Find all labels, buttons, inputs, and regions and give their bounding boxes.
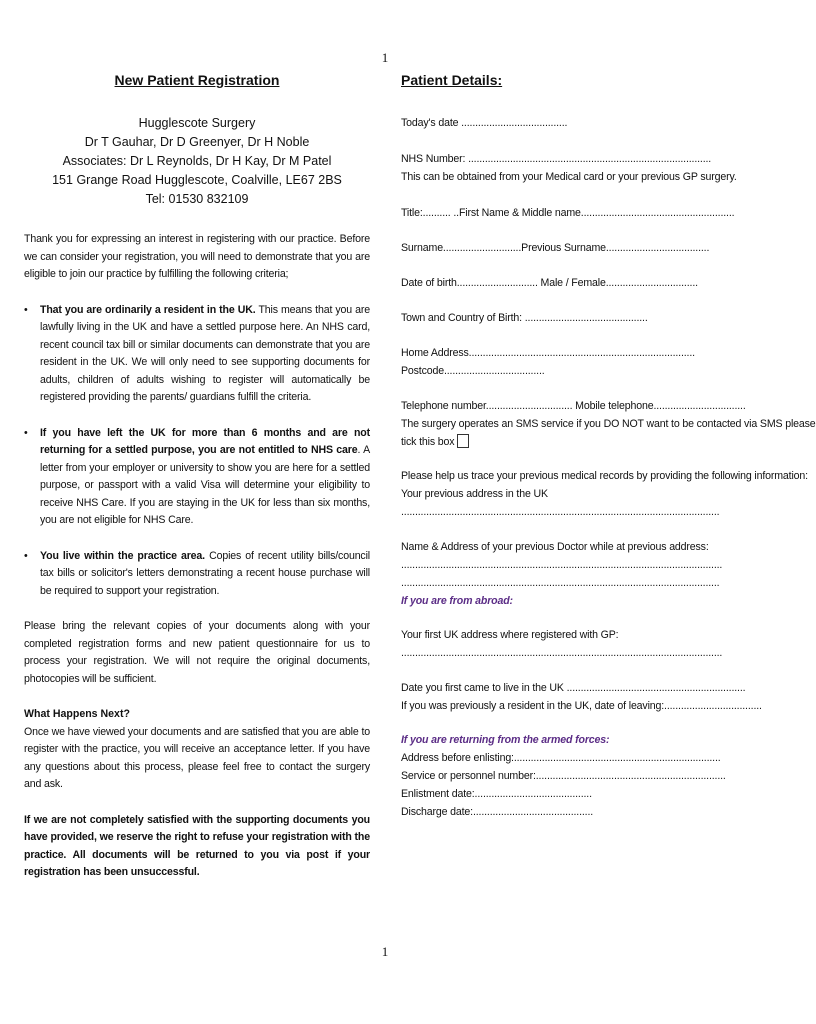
associates-line: Associates: Dr L Reynolds, Dr H Kay, Dr M Patel bbox=[62, 154, 332, 168]
what-happens-next-text: Once we have viewed your documents and are satisfied that you are able to register with the practice, you will receive an acceptance letter. If you have any questions about this process, please feel free to contact the surgery and ask. bbox=[24, 725, 370, 790]
right-column bbox=[401, 72, 816, 821]
registration-title: New Patient Registration bbox=[114, 72, 280, 88]
telephone-field[interactable]: Telephone number............................... Mobile telephone................................. bbox=[401, 400, 746, 412]
nhs-number-field[interactable]: NHS Number: ....................................................................................... bbox=[401, 153, 712, 165]
bring-documents-paragraph: Please bring the relevant copies of your documents along with your completed registration forms and new patient questionnaire for us to process your registration. We will not require the original documents, photocopies will be sufficient. bbox=[24, 620, 370, 685]
what-happens-next-heading: What Happens Next? bbox=[24, 708, 130, 720]
dob-gender-field[interactable]: Date of birth............................. Male / Female................................. bbox=[401, 277, 698, 289]
previous-address-field[interactable]: .................................................................................................................. bbox=[401, 506, 720, 518]
criteria-left-uk-text: . A letter from your employer or university to show you are here for a settled purpose, or passport with a valid Visa will determine your eligibility to receive NHS Care. If you are staying in the UK for less than six months, you are not eligible for NHS Care. bbox=[40, 444, 370, 526]
refusal-warning: If we are not completely satisfied with the supporting documents you have provided, we reserve the right to refuse your registration with the practice. All documents will be returned to you via post if your registration has been unsuccessful. bbox=[24, 813, 370, 878]
trace-records-intro: Please help us trace your previous medical records by providing the following information: bbox=[401, 470, 808, 482]
criteria-practice-area-text: Copies of recent utility bills/council tax bills or solicitor's letters demonstrating a recent house purchase will be required to support your registration. bbox=[40, 549, 370, 597]
surgery-address: 151 Grange Road Hugglescote, Coalville, LE67 2BS bbox=[52, 173, 342, 187]
patient-details-title: Patient Details: bbox=[401, 72, 503, 88]
previous-doctor-label: Name & Address of your previous Doctor while at previous address: bbox=[401, 541, 709, 553]
criteria-resident-bold: That you are ordinarily a resident in the UK. bbox=[40, 303, 256, 316]
postcode-field[interactable]: Postcode.................................... bbox=[401, 365, 545, 377]
service-number-field[interactable]: Service or personnel number:.................................................................... bbox=[401, 770, 726, 782]
todays-date-field[interactable]: Today's date ...................................... bbox=[401, 117, 568, 129]
first-uk-address-label: Your first UK address where registered with GP: bbox=[401, 629, 619, 641]
from-abroad-heading: If you are from abroad: bbox=[401, 595, 513, 607]
bullet-icon: • bbox=[24, 303, 28, 316]
page-number-top: 1 bbox=[381, 50, 389, 65]
date-came-to-uk-field[interactable]: Date you first came to live in the UK ................................................................ bbox=[401, 682, 746, 694]
previous-doctor-field-1[interactable]: ................................................................................................................... bbox=[401, 559, 723, 571]
doctors-line: Dr T Gauhar, Dr D Greenyer, Dr H Noble bbox=[84, 135, 310, 149]
nhs-number-note: This can be obtained from your Medical card or your previous GP surgery. bbox=[401, 171, 737, 183]
sms-optout-label: tick this box bbox=[401, 436, 455, 448]
intro-paragraph: Thank you for expressing an interest in registering with our practice. Before we can consider your registration, you will need to demonstrate that you are eligible to join our practice by fulfilling the following criteria; bbox=[24, 233, 370, 280]
criteria-left-uk bbox=[24, 425, 370, 530]
home-address-field[interactable]: Home Address................................................................................. bbox=[401, 347, 695, 359]
previous-address-label: Your previous address in the UK bbox=[401, 488, 548, 500]
bullet-icon: • bbox=[24, 549, 28, 562]
name-field[interactable]: Title:.......... ..First Name & Middle name....................................................... bbox=[401, 207, 735, 219]
bullet-icon: • bbox=[24, 426, 28, 439]
armed-forces-heading: If you are returning from the armed forces: bbox=[401, 734, 610, 746]
birth-place-field[interactable]: Town and Country of Birth: ............................................ bbox=[401, 312, 648, 324]
sms-optout bbox=[401, 433, 741, 451]
first-uk-address-field[interactable]: ................................................................................................................... bbox=[401, 647, 723, 659]
surgery-phone: Tel: 01530 832109 bbox=[145, 192, 249, 206]
address-before-enlisting-field[interactable]: Address before enlisting:.......................................................................... bbox=[401, 752, 721, 764]
criteria-practice-area-bold: You live within the practice area. bbox=[40, 549, 205, 562]
criteria-left-uk-bold: If you have left the UK for more than 6 months and are not returning for a settled purpose, you are not entitled to NHS care bbox=[40, 426, 370, 456]
surname-field[interactable]: Surname............................Previous Surname..................................... bbox=[401, 242, 710, 254]
surgery-details bbox=[24, 114, 370, 209]
criteria-practice-area bbox=[24, 548, 370, 601]
criteria-resident bbox=[24, 302, 370, 407]
sms-optout-checkbox[interactable] bbox=[457, 434, 469, 448]
surgery-name: Hugglescote Surgery bbox=[138, 116, 256, 130]
previous-doctor-field-2[interactable]: .................................................................................................................. bbox=[401, 577, 720, 589]
discharge-date-field[interactable]: Discharge date:........................................... bbox=[401, 806, 594, 818]
criteria-resident-text: This means that you are lawfully living in the UK and have a settled purpose here. An NHS card, recent council tax bill or similar documents can demonstrate that you are resident in the UK. We will only need to see supporting documents for adults, children of adults wishing to register will automatically be registered providing the parents/ guardians fulfill the criteria. bbox=[40, 303, 370, 403]
page-number-bottom: 1 bbox=[381, 944, 389, 959]
date-left-uk-field[interactable]: If you was previously a resident in the UK, date of leaving:................................... bbox=[401, 700, 762, 712]
sms-notice: The surgery operates an SMS service if you DO NOT want to be contacted via SMS please bbox=[401, 418, 816, 430]
left-column bbox=[24, 72, 370, 882]
enlistment-date-field[interactable]: Enlistment date:.......................................... bbox=[401, 788, 592, 800]
